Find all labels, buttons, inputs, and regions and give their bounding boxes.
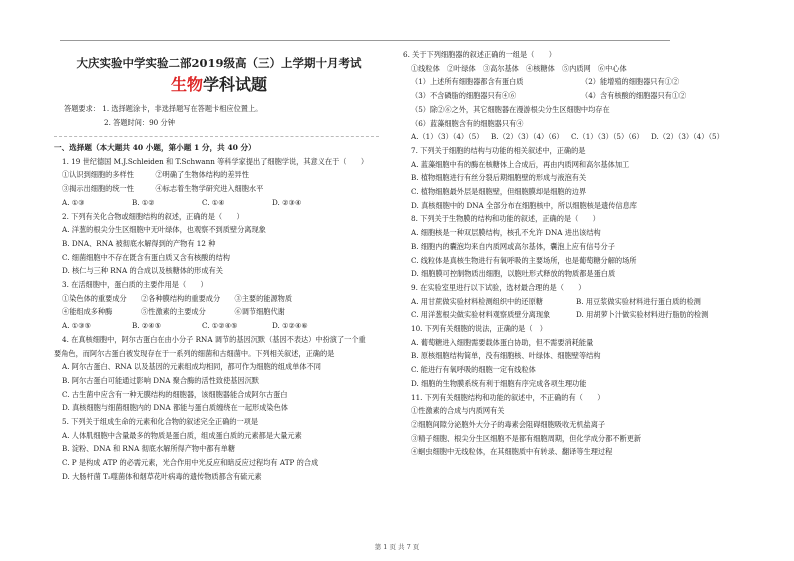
question-5: 5. 下列关于组成生命的元素和化合物的叙述完全正确的一项是: [62, 417, 259, 427]
option-a: A. 人体肌细胞中含量最多的物质是蛋白质，组成蛋白质的元素都是大量元素: [62, 430, 302, 440]
question-6-stmts: （1）上述所有细胞器都含有蛋白质 （2）能增殖的细胞器只有①②: [411, 77, 680, 87]
option-d: D. 大肠杆菌 T₂噬菌体和烟草花叶病毒的遗传物质都含有硫元素: [62, 471, 262, 481]
left-column: [54, 50, 399, 484]
option-b: B. 植物细胞进行有丝分裂后期细胞壁的形成与液泡有关: [411, 173, 587, 183]
option-d: D. 细胞的生物膜系统有利于细胞有序完成各项生理功能: [411, 378, 587, 388]
option-c: C. P 是构成 ATP 的必需元素，光合作用中光反应和暗反应过程均有 ATP 的合成: [62, 458, 319, 468]
question-11-line: ①性激素的合成与内质网有关: [411, 406, 505, 416]
question-2: 2. 下列有关化合物或细胞结构的叙述，正确的是（ ）: [62, 211, 244, 221]
section-heading: 一、选择题（本大题共 40 小题，第小题 1 分，共 40 分）: [54, 143, 256, 152]
subject-title-red: 生物: [170, 75, 203, 94]
question-1: 1. 19 世纪德国 M.J.Schleiden 和 T.Schwann 等科学家提出了细胞学说，其意义在于（ ）: [62, 156, 369, 166]
right-column: [403, 48, 748, 459]
option-d: D. 核仁与三种 RNA 的合成以及核糖体的形成有关: [62, 266, 223, 276]
question-8: 8. 下列关于生物膜的结构和功能的叙述，正确的是（ ）: [411, 214, 600, 224]
question-11-line: ④蛔虫细胞中无线粒体，在其细胞质中有转录、翻译等生理过程: [411, 447, 613, 457]
answer-requirement-1: 答题要求： 1. 选择题涂卡，非选择题写在答题卡相应位置上。: [64, 104, 263, 113]
option-a: A. 洋葱的根尖分生区细胞中无叶绿体，也观察不到质壁分离现象: [62, 225, 266, 235]
exam-title: 大庆实验中学实验二部2019级高（三）上学期十月考试: [76, 56, 362, 70]
question-1-line: ③揭示出细胞的统一性 ④标志着生物学研究进入细胞水平: [62, 184, 264, 194]
question-9-options: A. 用甘蔗做实验材料检测组织中的还原糖 B. 用豆浆做实验材料进行蛋白质的检测: [411, 296, 701, 306]
top-rule: [60, 40, 670, 41]
option-b: B. 淀粉、DNA 和 RNA 彻底水解所得产物中都有单糖: [62, 444, 236, 454]
question-4: 4. 在真核细胞中，阿尔古蛋白在由小分子 RNA 调节的基因沉默（基因不表达）中扮演了一个重: [62, 334, 366, 344]
option-b: B. DNA、RNA 被彻底水解得到的产物有 12 种: [62, 238, 216, 248]
option-a: A. 阿尔古蛋白、RNA 以及基因的元素组成均相同，都可作为细胞的组成单体不同: [62, 362, 321, 372]
option-c: C. 能进行有氧呼吸的细胞一定有线粒体: [411, 365, 536, 375]
question-11: 11. 下列有关细胞结构和功能的叙述中，不正确的有（ ）: [411, 392, 605, 402]
question-1-line: ①认识到细胞的多样性 ②明确了生物体结构的差异性: [62, 170, 249, 180]
question-6-stmt: （6）蓝藻细胞含有的细胞器只有④: [411, 118, 524, 128]
question-6-options: A.（1）（3）（4）（5） B.（2）（3）（4）（6） C.（1）（3）（5）（6） D.（2）（3）（4）（5）: [411, 132, 724, 142]
question-3-line: ①染色体的重要成分 ②各种膜结构的重要成分 ③主要的能源物质: [62, 293, 293, 303]
option-a: A. 蓝藻细胞中有的酶在核糖体上合成后，再由内质网和高尔基体加工: [411, 159, 630, 169]
option-c: C. 细菌细胞中不存在既含有蛋白质又含有核酸的结构: [62, 252, 230, 262]
question-6-stmt: （5）除②⑥之外，其它细胞器在漫游根尖分生区细胞中均存在: [411, 104, 610, 114]
option-a: A. 葡萄糖进入细胞需要载体蛋白协助，但不需要消耗能量: [411, 337, 594, 347]
question-10: 10. 下列有关细胞的说法，正确的是（ ）: [411, 324, 547, 334]
question-6: 6. 关于下列细胞器的叙述正确的一组是（ ）: [403, 50, 556, 59]
option-a: A. 细胞核是一种双层膜结构，核孔不允许 DNA 进出该结构: [411, 228, 601, 238]
answer-requirement-2: 2. 答题时间：90 分钟: [104, 118, 175, 127]
question-4-cont: 要角色，而阿尔古蛋白被发现存在于一系列的细菌和古细菌中。下列相关叙述，正确的是: [54, 348, 335, 358]
option-d: D. 真核细胞与细菌细胞内的 DNA 都能与蛋白质缠绕在一起形成染色体: [62, 403, 288, 413]
option-c: C. 植物细胞最外层是细胞壁，但细胞膜却是细胞的边界: [411, 187, 587, 197]
option-b: B. 原核细胞结构简单，没有细胞核、叶绿体、细胞壁等结构: [411, 351, 601, 361]
question-9: 9. 在实验室里进行以下试验，选材最合理的是（ ）: [411, 282, 586, 292]
option-c: C. 线粒体是真核生物进行有氧呼吸的主要场所，也是葡萄糖分解的场所: [411, 255, 637, 265]
subject-title: [54, 72, 384, 98]
option-d: D. 细胞膜可控制物质出细胞，以胞吐形式释放的物质都是蛋白质: [411, 269, 616, 279]
question-7: 7. 下列关于细胞的结构与功能的相关叙述中，正确的是: [411, 145, 586, 155]
page-footer: 第 1 页 共 7 页: [374, 543, 420, 551]
option-b: B. 细胞内的囊泡均来自内质网或高尔基体，囊泡上应有信号分子: [411, 241, 615, 251]
question-3-options: A. ①③⑤ B. ②④⑤ C. ①②④⑤ D. ①②④⑥: [62, 321, 308, 331]
question-6-stmts: （3）不含磷脂的细胞器只有④⑥ （4）含有核酸的细胞器只有①②: [411, 91, 687, 101]
question-11-line: ②细胞间隙分泌胞外大分子的毒素会阻碍细胞吸收无机盐离子: [411, 419, 606, 429]
option-c: C. 古生菌中应含有一种无膜结构的细胞器，该细胞器能合成阿尔古蛋白: [62, 389, 288, 399]
question-11-line: ③精子细胞、根尖分生区细胞不是都有细胞周期，但化学成分都不断更新: [411, 433, 642, 443]
question-1-options: A. ①③ B. ①② C. ①④ D. ②③④: [62, 197, 302, 207]
question-9-options: C. 用洋葱根尖做实验材料观察质壁分离现象 D. 用胡萝卜汁做实验材料进行脂肪的检测: [411, 310, 709, 320]
question-3: 3. 在活细胞中，蛋白质的主要作用是（ ）: [62, 280, 208, 290]
subject-title-rest: 学科试题: [203, 75, 268, 94]
divider: [54, 136, 379, 137]
question-6-line: ①线粒体 ②叶绿体 ③高尔基体 ④核糖体 ⑤内质网 ⑥中心体: [411, 63, 627, 73]
option-d: D. 真核细胞中的 DNA 全部分布在细胞核中，所以细胞核是遗传信息库: [411, 200, 637, 210]
option-b: B. 阿尔古蛋白可能通过影响 DNA 聚合酶的活性致使基因沉默: [62, 375, 259, 385]
question-3-line: ④能组成多种酶 ⑤性激素的主要成分 ⑥调节细胞代谢: [62, 307, 285, 317]
